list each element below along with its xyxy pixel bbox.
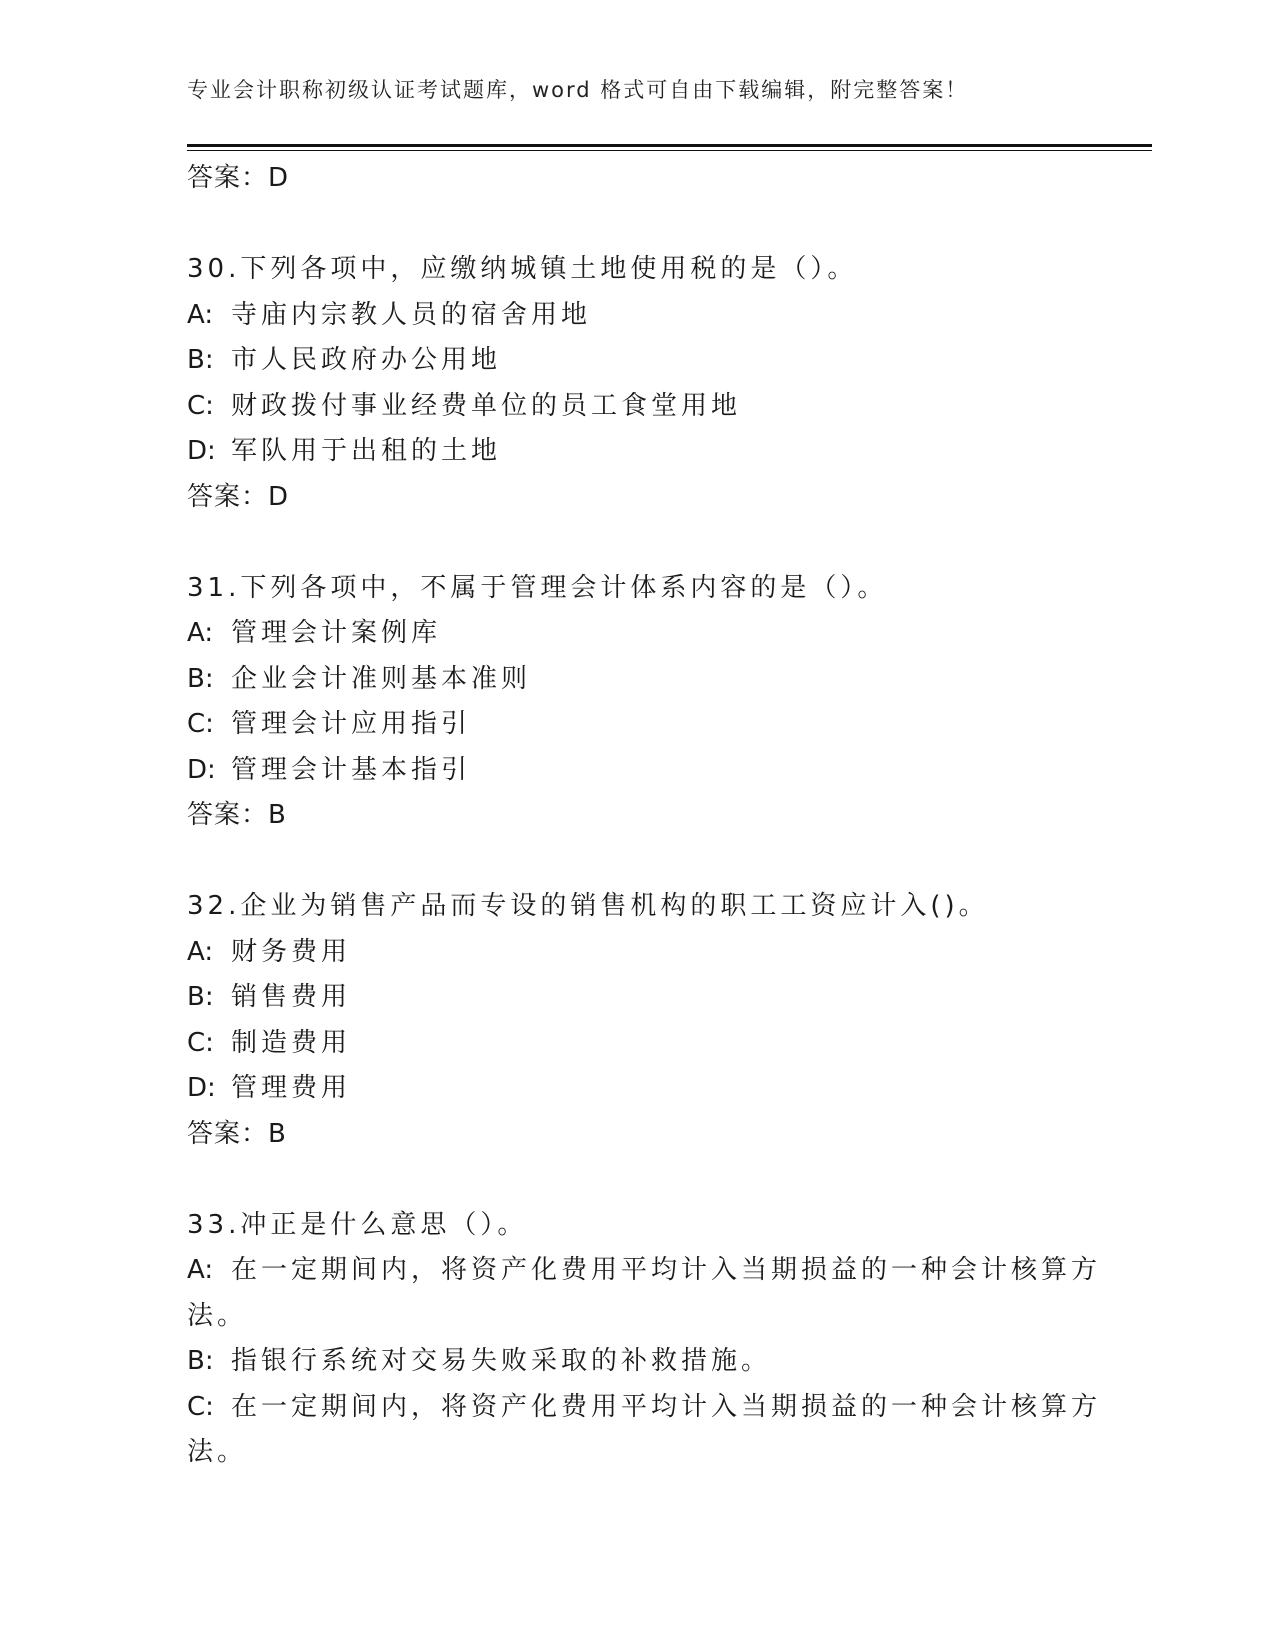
option-text: 制造费用 [231, 1027, 352, 1058]
option-line [187, 1248, 1102, 1294]
option-text: 在一定期间内，将资产化费用平均计入当期损益的一种会计核算方 [231, 1255, 1102, 1285]
option-line [187, 975, 1087, 1021]
option-text: 指银行系统对交易失败采取的补救措施。 [231, 1346, 772, 1376]
page-header: 专业会计职称初级认证考试题库，word 格式可自由下载编辑，附完整答案！ [187, 78, 969, 102]
option-line [187, 702, 1087, 748]
option-text: 管理会计基本指引 [231, 754, 472, 785]
option-label: D: [187, 436, 216, 466]
option-label: D: [187, 754, 216, 785]
option-line [187, 384, 1087, 430]
question-block [187, 247, 1087, 520]
option-text: 管理费用 [231, 1073, 352, 1103]
answer-line: 答案：B [187, 1118, 287, 1149]
option-text: 市人民政府办公用地 [231, 345, 502, 375]
option-label: B: [187, 663, 214, 694]
option-text: 财政拨付事业经费单位的员工食堂用地 [231, 390, 742, 421]
option-text: 军队用于出租的土地 [231, 436, 502, 466]
question-title: 33.冲正是什么意思（）。 [187, 1209, 528, 1240]
document-body [187, 156, 1102, 1476]
option-label: A: [187, 618, 214, 648]
option-label: C: [187, 709, 214, 739]
option-label: A: [187, 299, 214, 330]
option-text: 管理会计案例库 [231, 618, 442, 648]
option-line [187, 429, 1087, 475]
option-label: B: [187, 1346, 214, 1376]
option-line [187, 930, 1087, 976]
option-text: 企业会计准则基本准则 [231, 663, 532, 694]
option-line [187, 1339, 1087, 1385]
option-label: A: [187, 1255, 214, 1285]
option-line [187, 1066, 1087, 1112]
option-text: 销售费用 [231, 982, 352, 1012]
option-text: 财务费用 [231, 936, 352, 967]
question-block [187, 566, 1087, 839]
option-text: 寺庙内宗教人员的宿舍用地 [231, 299, 592, 330]
option-text: 在一定期间内，将资产化费用平均计入当期损益的一种会计核算方 [231, 1391, 1102, 1422]
option-label: C: [187, 1391, 214, 1422]
option-label: D: [187, 1073, 216, 1103]
option-line [187, 293, 1087, 339]
option-continuation: 法。 [187, 1437, 248, 1467]
option-label: C: [187, 390, 214, 421]
answer-line: 答案：D [187, 481, 290, 512]
option-label: A: [187, 936, 214, 967]
question-title: 32.企业为销售产品而专设的销售机构的职工工资应计入()。 [187, 891, 989, 921]
option-line [187, 1385, 1102, 1431]
header-rule [187, 144, 1152, 147]
option-line [187, 338, 1087, 384]
option-text: 管理会计应用指引 [231, 709, 472, 739]
question-title: 30.下列各项中，应缴纳城镇土地使用税的是（）。 [187, 254, 858, 284]
option-continuation: 法。 [187, 1300, 248, 1331]
answer-line: 答案：D [187, 163, 290, 193]
option-line [187, 611, 1087, 657]
question-block [187, 1203, 1102, 1476]
question-title: 31.下列各项中，不属于管理会计体系内容的是（）。 [187, 572, 888, 603]
answer-line: 答案：B [187, 800, 287, 830]
option-line [187, 748, 1087, 794]
option-line [187, 657, 1087, 703]
question-block [187, 884, 1087, 1157]
option-label: B: [187, 345, 214, 375]
header-rule-thin [187, 150, 1152, 151]
option-label: B: [187, 982, 214, 1012]
option-line [187, 1021, 1087, 1067]
option-label: C: [187, 1027, 214, 1058]
